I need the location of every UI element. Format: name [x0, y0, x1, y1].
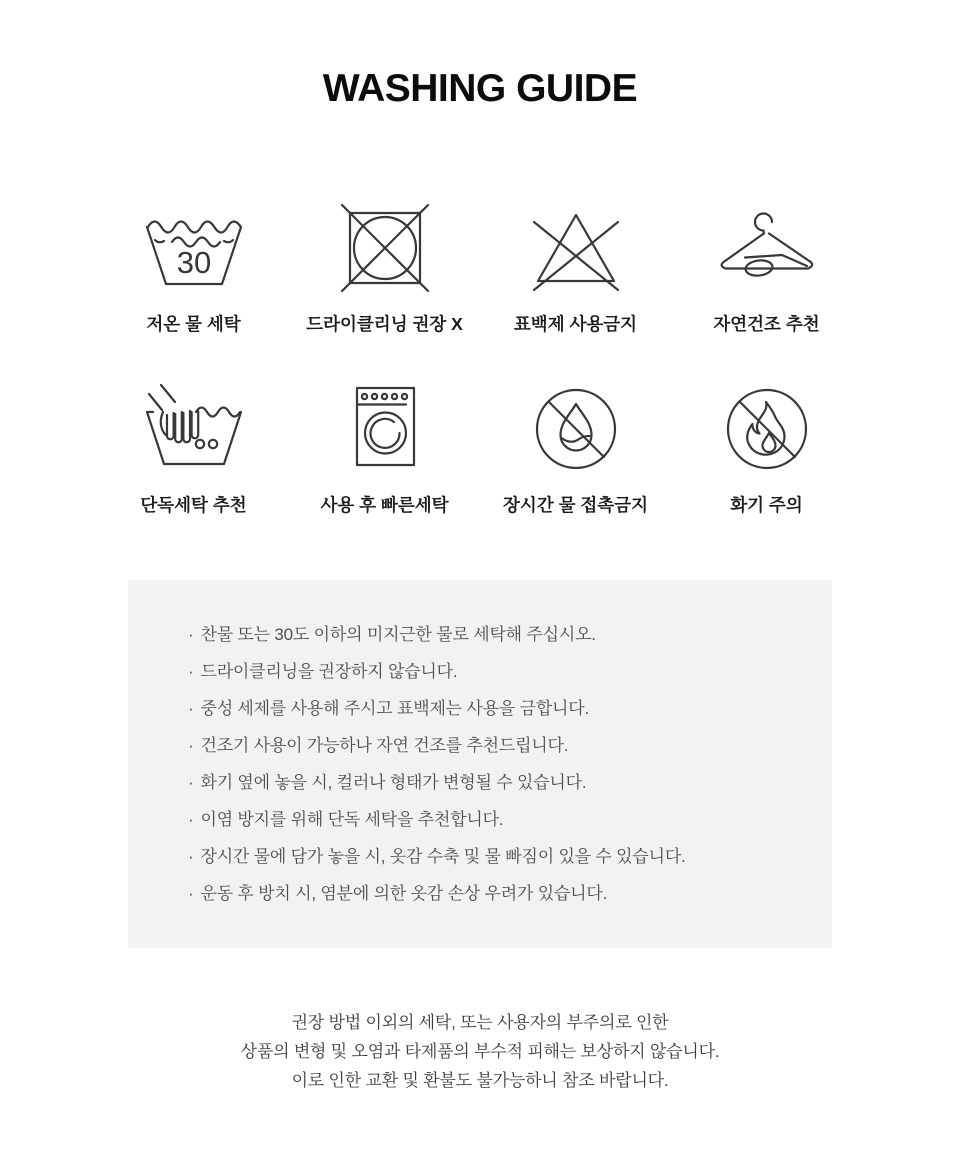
disclaimer-line: 권장 방법 이외의 세탁, 또는 사용자의 부주의로 인한: [291, 1013, 669, 1032]
care-instruction-text: 운동 후 방치 시, 염분에 의한 옷감 손상 우려가 있습니다.: [200, 884, 608, 903]
care-item-fire-caution: [671, 383, 862, 516]
care-instructions-box: [128, 580, 832, 948]
wash-temp-text: 30: [176, 245, 211, 280]
care-item-wash-alone: [98, 383, 289, 516]
bullet-dot: ·: [188, 699, 194, 718]
care-item-no-water-soak: [480, 383, 671, 516]
care-instruction-text: 드라이클리닝을 권장하지 않습니다.: [200, 662, 458, 681]
no-bleach-icon: [521, 202, 631, 294]
care-instruction-text: 장시간 물에 담가 놓을 시, 옷감 수축 및 물 빠짐이 있을 수 있습니다.: [200, 847, 686, 866]
care-instruction-line: [188, 875, 792, 912]
care-item-no-bleach: [480, 202, 671, 335]
care-item-label: 장시간 물 접촉금지: [503, 495, 648, 515]
bullet-dot: ·: [188, 625, 194, 644]
care-instruction-line: [188, 801, 792, 838]
care-icon-grid: [98, 202, 862, 516]
care-item-quick-wash: [289, 383, 480, 516]
care-item-label: 드라이클리닝 권장 X: [306, 314, 463, 334]
care-instruction-line: [188, 838, 792, 875]
care-item-label: 자연건조 추천: [713, 314, 820, 334]
care-item-natural-dry: [671, 202, 862, 335]
disclaimer-line: 이로 인한 교환 및 환불도 불가능하니 참조 바랍니다.: [291, 1071, 669, 1090]
wash-tub-30-icon: [139, 202, 249, 294]
care-item-label: 저온 물 세탁: [146, 314, 241, 334]
bullet-dot: ·: [188, 662, 194, 681]
bullet-dot: ·: [188, 884, 194, 903]
bullet-dot: ·: [188, 810, 194, 829]
no-water-soak-icon: [521, 383, 631, 475]
bullet-dot: ·: [188, 736, 194, 755]
disclaimer-line: 상품의 변형 및 오염과 타제품의 부수적 피해는 보상하지 않습니다.: [240, 1042, 720, 1061]
care-instruction-text: 화기 옆에 놓을 시, 컬러나 형태가 변형될 수 있습니다.: [200, 773, 587, 792]
care-item-label: 표백제 사용금지: [513, 314, 638, 334]
no-dry-clean-icon: [330, 202, 440, 294]
care-instruction-line: [188, 653, 792, 690]
care-item-low-temp-wash: [98, 202, 289, 335]
bullet-dot: ·: [188, 847, 194, 866]
care-instruction-line: [188, 764, 792, 801]
care-instruction-line: [188, 727, 792, 764]
care-item-no-dry-clean: [289, 202, 480, 335]
washing-machine-icon: [330, 383, 440, 475]
disclaimer: [0, 1008, 960, 1095]
no-fire-icon: [712, 383, 822, 475]
care-instruction-text: 건조기 사용이 가능하나 자연 건조를 추천드립니다.: [200, 736, 569, 755]
page-title: WASHING GUIDE: [322, 67, 638, 110]
care-item-label: 사용 후 빠른세탁: [320, 495, 449, 515]
care-item-label: 화기 주의: [730, 495, 803, 515]
care-instruction-line: [188, 616, 792, 653]
care-instruction-text: 중성 세제를 사용해 주시고 표백제는 사용을 금합니다.: [200, 699, 590, 718]
hand-wash-icon: [139, 383, 249, 475]
hanger-dry-icon: [712, 202, 822, 294]
care-instruction-line: [188, 690, 792, 727]
care-instruction-text: 이염 방지를 위해 단독 세탁을 추천합니다.: [200, 810, 504, 829]
care-instruction-text: 찬물 또는 30도 이하의 미지근한 물로 세탁해 주십시오.: [200, 625, 596, 644]
bullet-dot: ·: [188, 773, 194, 792]
care-item-label: 단독세탁 추천: [140, 495, 247, 515]
